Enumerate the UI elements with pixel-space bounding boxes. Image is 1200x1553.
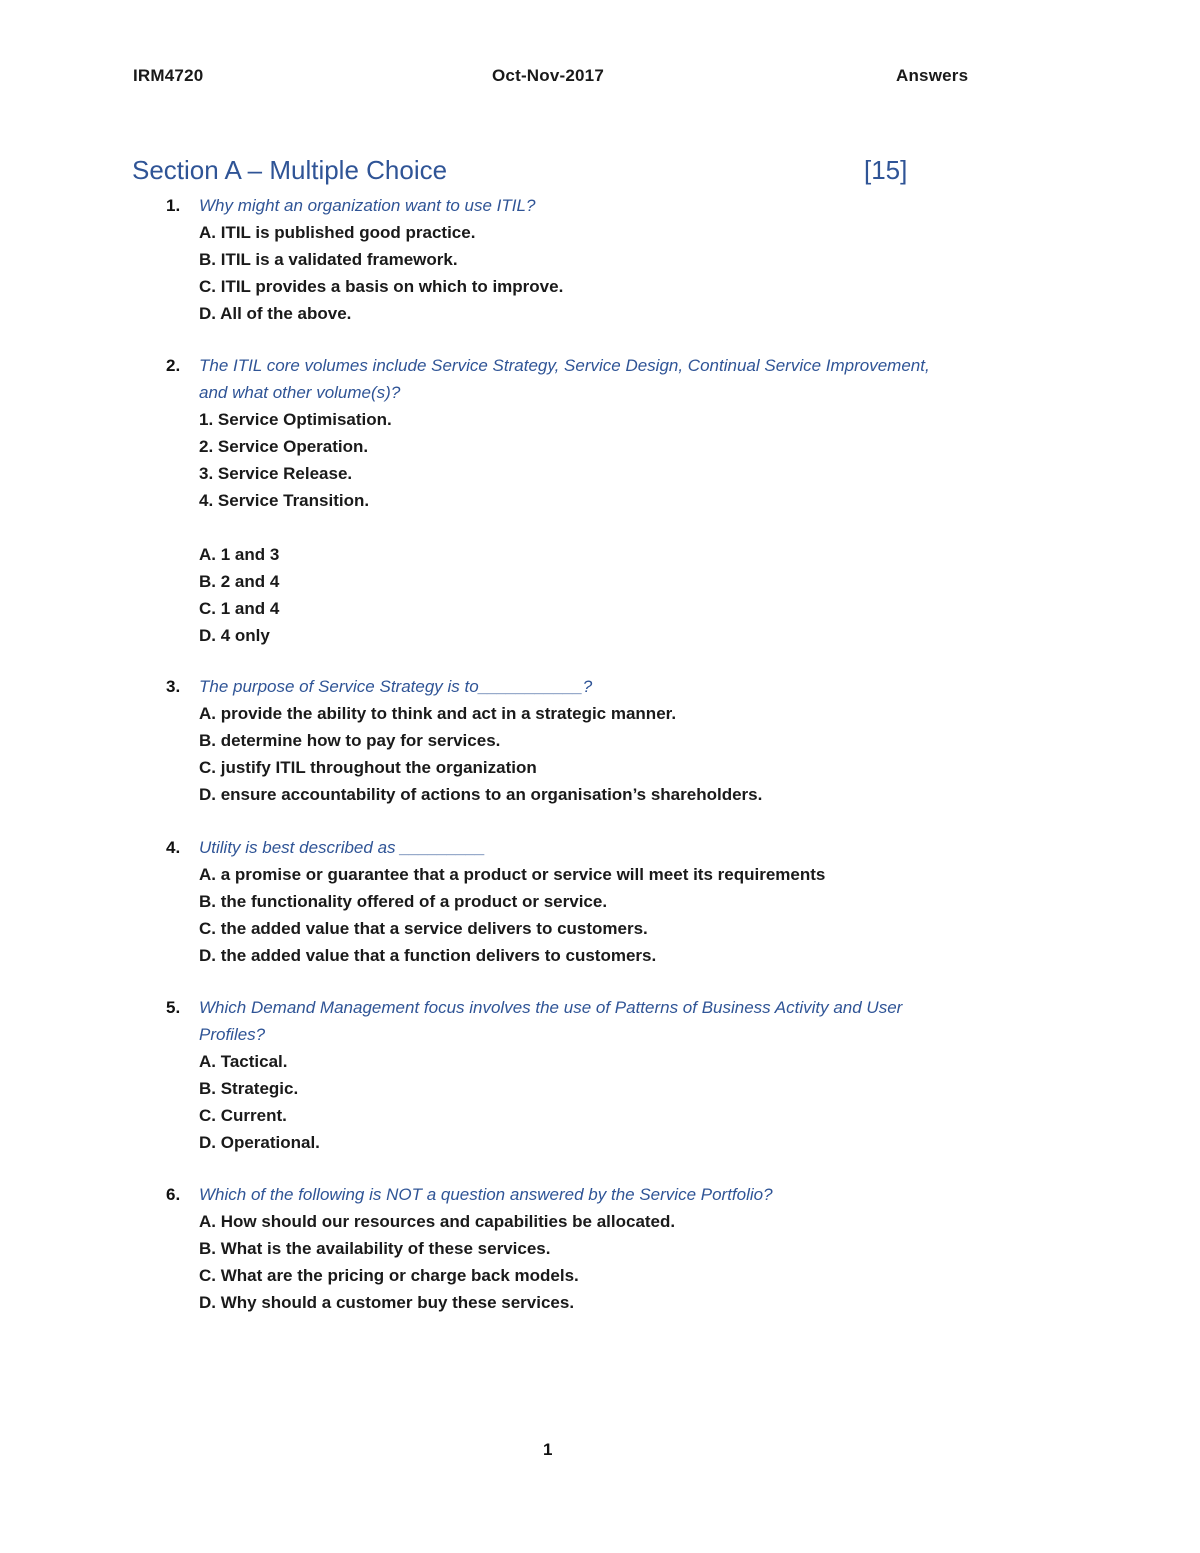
section-title: Section A – Multiple Choice [132, 155, 448, 185]
question-3 [166, 673, 986, 808]
header-course-code: IRM4720 [133, 66, 204, 85]
option-c: C. the added value that a service delivers to customers. [199, 919, 648, 938]
option-a: A. provide the ability to think and act in a strategic manner. [199, 704, 677, 723]
option-a: A. ITIL is published good practice. [199, 223, 476, 242]
question-text: Why might an organization want to use ITIL? [199, 196, 536, 215]
question-5 [166, 994, 986, 1156]
question-6 [166, 1181, 986, 1316]
statement-4: 4. Service Transition. [199, 491, 370, 510]
option-d: D. ensure accountability of actions to an organisation’s shareholders. [199, 785, 763, 804]
spacer [199, 514, 986, 541]
question-number: 5. [166, 998, 181, 1017]
option-b: B. the functionality offered of a product or service. [199, 892, 608, 911]
question-number: 6. [166, 1185, 181, 1204]
option-a: A. 1 and 3 [199, 545, 280, 564]
statement-1: 1. Service Optimisation. [199, 410, 392, 429]
option-a: A. Tactical. [199, 1052, 288, 1071]
question-number: 4. [166, 838, 181, 857]
question-text: Which Demand Management focus involves the use of Patterns of Business Activity and User Profiles? [199, 998, 903, 1044]
option-b: B. Strategic. [199, 1079, 299, 1098]
question-2 [166, 352, 986, 649]
statement-2: 2. Service Operation. [199, 437, 369, 456]
option-c: C. Current. [199, 1106, 287, 1125]
option-d: D. the added value that a function delivers to customers. [199, 946, 657, 965]
option-b: B. determine how to pay for services. [199, 731, 501, 750]
page-number: 1 [543, 1440, 553, 1459]
question-text: Utility is best described as _________ [199, 838, 486, 857]
question-text: The ITIL core volumes include Service Strategy, Service Design, Continual Service Improvement, and what other volume(s)? [199, 356, 930, 402]
option-c: C. 1 and 4 [199, 599, 280, 618]
header-exam-period: Oct-Nov-2017 [492, 66, 604, 85]
question-text: Which of the following is NOT a question answered by the Service Portfolio? [199, 1185, 773, 1204]
option-b: B. 2 and 4 [199, 572, 280, 591]
option-d: D. All of the above. [199, 304, 352, 323]
statement-3: 3. Service Release. [199, 464, 353, 483]
option-b: B. ITIL is a validated framework. [199, 250, 458, 269]
question-number: 2. [166, 356, 181, 375]
question-number: 1. [166, 196, 181, 215]
option-d: D. Operational. [199, 1133, 320, 1152]
option-b: B. What is the availability of these services. [199, 1239, 551, 1258]
question-text: The purpose of Service Strategy is to___________? [199, 677, 593, 696]
option-c: C. What are the pricing or charge back models. [199, 1266, 579, 1285]
header-doc-type: Answers [896, 66, 969, 85]
section-marks: [15] [864, 155, 908, 185]
question-number: 3. [166, 677, 181, 696]
question-1 [166, 192, 986, 327]
option-c: C. justify ITIL throughout the organization [199, 758, 537, 777]
question-4 [166, 834, 986, 969]
option-d: D. Why should a customer buy these services. [199, 1293, 575, 1312]
option-a: A. How should our resources and capabilities be allocated. [199, 1212, 676, 1231]
option-d: D. 4 only [199, 626, 270, 645]
option-c: C. ITIL provides a basis on which to improve. [199, 277, 564, 296]
option-a: A. a promise or guarantee that a product or service will meet its requirements [199, 865, 826, 884]
